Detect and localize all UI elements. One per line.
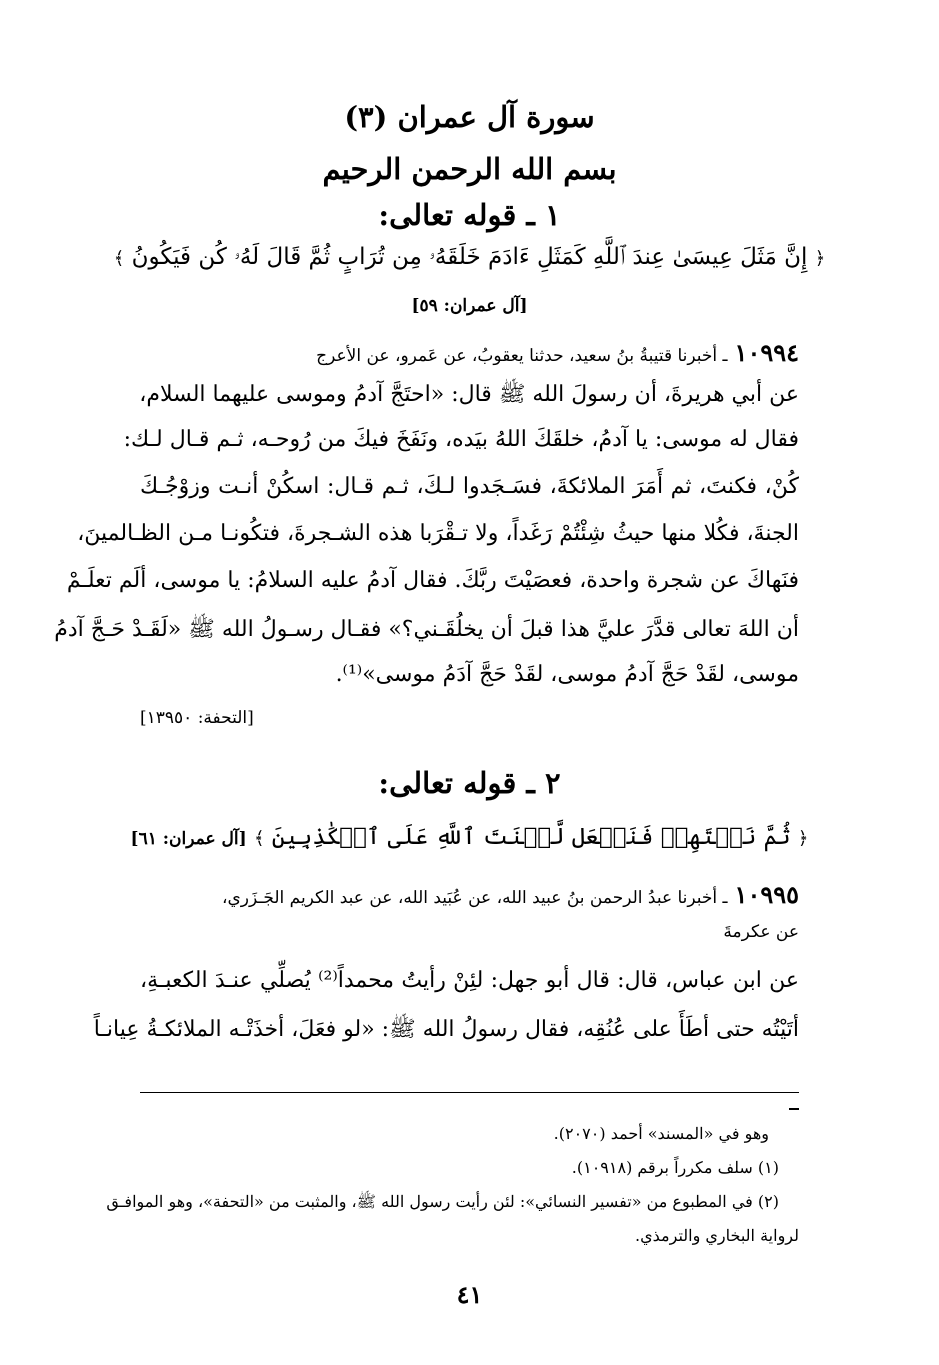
hadith-line: الجنةَ، فكُلا منها حيثُ شِئْتُمْ رَغَداً، ولا تـقْرَبا هذه الشـجرةَ، فتكُونـا مـن الظـالمينَ، xyxy=(77,521,799,546)
verse-close-ornament: ﴾ xyxy=(253,828,265,849)
tuhfa-reference: [التحفة: ١٣٩٥٠] xyxy=(140,708,254,728)
footnote: وهو في «المسند» أحمد (٢٠٧٠). xyxy=(553,1124,769,1143)
verse-text: إِنَّ مَثَلَ عِيسَىٰ عِندَ ٱللَّهِ كَمَثَلِ ءَادَمَ خَلَقَهُۥ مِن تُرَابٍ ثُمَّ قَالَ لَهُۥ كُن فَيَكُونُ xyxy=(131,244,808,270)
hadith-line: أن اللهَ تعالى قدَّرَ عليَّ هذا قبلَ أن يخلُقَـني؟» فقـال رسـولُ الله ﷺ «لَقَـدْ حَـجَّ آدمُ xyxy=(54,617,799,642)
hadith-line: موسى، لقَدْ حَجَّ آدمُ موسى، لقَدْ حَجَّ آدَمُ موسى»⁽¹⁾. xyxy=(335,662,799,687)
hadith-number: ١٠٩٩٤ xyxy=(734,338,799,367)
surah-title: سورة آل عمران (٣) xyxy=(344,100,595,134)
section1-heading: ١ ـ قوله تعالى: xyxy=(378,198,561,232)
footnote-marker xyxy=(789,1108,799,1110)
hadith-line: عن أبي هريرةَ، أن رسولَ الله ﷺ قال: «احتَجَّ آدمُ وموسى عليهما السلام، xyxy=(139,382,799,407)
isnad-text: ـ أخبرنا قتيبةُ بنُ سعيد، حدثنا يعقوبُ، عن عَمرو، عن الأعرج xyxy=(316,346,728,366)
hadith-line: أتَيْتُه حتى أطَأَ على عُنُقِه، فقال رسولُ الله ﷺ: «لو فعَلَ، أخذَتْـه الملائكـةُ عِيانـاً xyxy=(93,1017,799,1042)
hadith-line: فنَهاكَ عن شجرة واحدة، فعصَيْتَ ربَّكَ. فقال آدمُ عليه السلامُ: يا موسى، ألَم تعلَـمْ xyxy=(66,568,799,593)
isnad-continuation: عن عكرمةَ xyxy=(723,922,799,942)
verse-reference: [آل عمران: ٦١] xyxy=(130,829,247,849)
hadith-isnad xyxy=(140,338,799,367)
basmala: بسم الله الرحمن الرحيم xyxy=(322,152,617,186)
section2-verse xyxy=(0,824,939,850)
verse-open-ornament: ﴿ xyxy=(797,828,809,849)
verse-text: ثُمَّ نَبۡتَهِلۡ فَنَجۡعَل لَّعۡنَتَ ٱللَّهِ عَلَى ٱلۡكَٰذِبِينَ xyxy=(271,824,791,850)
hadith-number: ١٠٩٩٥ xyxy=(734,880,799,909)
section1-verse xyxy=(0,244,939,270)
verse-reference: [آل عمران: ٥٩] xyxy=(411,296,528,316)
hadith-line: عن ابن عباس، قال: قال أبو جهل: لئِنْ رأيتُ محمداً⁽²⁾ يُصلِّي عنـدَ الكعبـةِ، xyxy=(140,968,799,993)
page-number: ٤١ xyxy=(456,1280,483,1309)
footnote-divider xyxy=(140,1092,799,1093)
verse-open-ornament: ﴿ xyxy=(814,248,826,269)
footnote: (١) سلف مكرراً برقم (١٠٩١٨). xyxy=(571,1158,779,1177)
footnote: (٢) في المطبوع من «تفسير النسائي»: لئن رأيت رسول الله ﷺ، والمثبت من «التحفة»، وهو الموافـق xyxy=(106,1192,779,1211)
hadith-isnad xyxy=(140,880,799,909)
hadith-line: كُنْ، فكنتَ، ثم أَمَرَ الملائكةَ، فسَـجَدوا لـكَ، ثـم قـال: اسكُنْ أنـت وزوْجُـكَ xyxy=(140,474,799,499)
hadith-line: فقال له موسى: يا آدمُ، خلقَكَ اللهُ بيَده، ونَفَخَ فيكَ من رُوحـه، ثـم قـال لـك: xyxy=(123,427,799,452)
section2-heading: ٢ ـ قوله تعالى: xyxy=(378,766,561,800)
isnad-text: ـ أخبرنا عبدُ الرحمن بنُ عبيد الله، عن عُبَيد الله، عن عبد الكريم الجَـزَري، xyxy=(221,888,728,908)
verse-close-ornament: ﴾ xyxy=(113,248,125,269)
footnote: لرواية البخاري والترمذي. xyxy=(635,1226,799,1245)
